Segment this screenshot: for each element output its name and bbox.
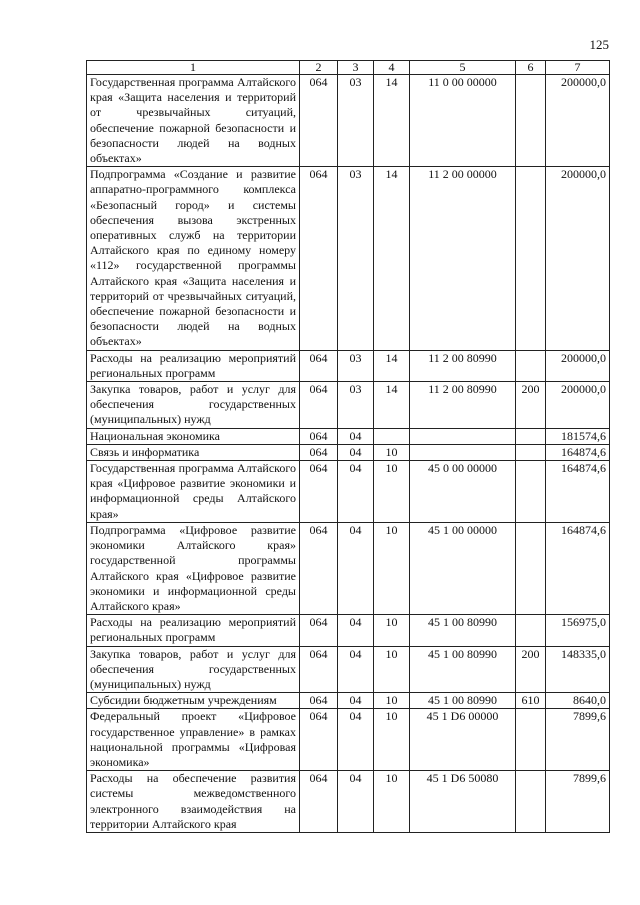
column-header: 5 [410, 61, 516, 75]
cell-subsection: 14 [374, 75, 410, 167]
cell-ministry-code: 064 [300, 693, 338, 709]
cell-subsection: 10 [374, 646, 410, 693]
cell-expense-type [516, 350, 546, 381]
cell-section: 04 [338, 693, 374, 709]
cell-expense-type [516, 522, 546, 614]
cell-target-article: 11 2 00 80990 [410, 350, 516, 381]
cell-amount: 200000,0 [546, 382, 610, 429]
cell-expense-type: 200 [516, 646, 546, 693]
cell-expense-type [516, 167, 546, 350]
row-name: Закупка товаров, работ и услуг для обеспечения государственных (муниципальных) нужд [87, 382, 300, 429]
cell-target-article: 45 1 00 80990 [410, 646, 516, 693]
row-name: Связь и информатика [87, 444, 300, 460]
cell-amount: 200000,0 [546, 75, 610, 167]
row-name: Подпрограмма «Создание и развитие аппаратно-программного комплекса «Безопасный город» и системы обеспечения вызова экстренных оперативных служб на территории Алтайского края по единому номеру «112» государственной программы Алтайского края «Защита населения и территорий от чрезвычайных ситуаций, обеспечение пожарной безопасности и безопасности людей на водных объектах» [87, 167, 300, 350]
cell-subsection: 10 [374, 771, 410, 833]
cell-amount: 7899,6 [546, 771, 610, 833]
cell-target-article: 45 1 D6 50080 [410, 771, 516, 833]
cell-section: 03 [338, 350, 374, 381]
table-row [87, 350, 610, 381]
table-row [87, 522, 610, 614]
cell-expense-type: 610 [516, 693, 546, 709]
row-name: Национальная экономика [87, 428, 300, 444]
cell-section: 04 [338, 444, 374, 460]
cell-amount: 164874,6 [546, 522, 610, 614]
cell-amount: 156975,0 [546, 615, 610, 646]
header-row [87, 61, 610, 75]
row-name: Государственная программа Алтайского края «Защита населения и территорий от чрезвычайных ситуаций, обеспечение пожарной безопасности и безопасности людей на водных объектах» [87, 75, 300, 167]
cell-subsection: 10 [374, 444, 410, 460]
cell-ministry-code: 064 [300, 461, 338, 523]
cell-target-article: 45 1 00 80990 [410, 693, 516, 709]
cell-subsection: 10 [374, 522, 410, 614]
cell-subsection: 10 [374, 615, 410, 646]
cell-section: 04 [338, 646, 374, 693]
page-number: 125 [589, 37, 609, 52]
column-header: 4 [374, 61, 410, 75]
table-row [87, 382, 610, 429]
cell-expense-type [516, 75, 546, 167]
cell-expense-type [516, 771, 546, 833]
row-name: Расходы на реализацию мероприятий региональных программ [87, 350, 300, 381]
cell-subsection: 10 [374, 461, 410, 523]
cell-expense-type [516, 428, 546, 444]
cell-section: 04 [338, 428, 374, 444]
cell-amount: 200000,0 [546, 167, 610, 350]
row-name: Расходы на реализацию мероприятий региональных программ [87, 615, 300, 646]
cell-section: 04 [338, 709, 374, 771]
table-row [87, 646, 610, 693]
cell-section: 03 [338, 167, 374, 350]
cell-expense-type: 200 [516, 382, 546, 429]
budget-table [86, 60, 610, 833]
cell-amount: 7899,6 [546, 709, 610, 771]
cell-ministry-code: 064 [300, 771, 338, 833]
row-name: Федеральный проект «Цифровое государственное управление» в рамках национальной программы «Цифровая экономика» [87, 709, 300, 771]
table-row [87, 693, 610, 709]
cell-target-article [410, 428, 516, 444]
cell-section: 03 [338, 382, 374, 429]
cell-expense-type [516, 461, 546, 523]
cell-expense-type [516, 709, 546, 771]
column-header: 2 [300, 61, 338, 75]
cell-amount: 200000,0 [546, 350, 610, 381]
cell-expense-type [516, 615, 546, 646]
cell-section: 04 [338, 461, 374, 523]
cell-section: 04 [338, 615, 374, 646]
cell-target-article: 11 2 00 80990 [410, 382, 516, 429]
cell-subsection [374, 428, 410, 444]
table-row [87, 615, 610, 646]
cell-target-article [410, 444, 516, 460]
table-row [87, 444, 610, 460]
row-name: Расходы на обеспечение развития системы межведомственного электронного взаимодействия на территории Алтайского края [87, 771, 300, 833]
cell-target-article: 11 0 00 00000 [410, 75, 516, 167]
row-name: Подпрограмма «Цифровое развитие экономики Алтайского края» государственной программы Алтайского края «Цифровое развитие экономики и информационной среды Алтайского края» [87, 522, 300, 614]
cell-ministry-code: 064 [300, 167, 338, 350]
cell-ministry-code: 064 [300, 428, 338, 444]
cell-subsection: 10 [374, 693, 410, 709]
cell-subsection: 10 [374, 709, 410, 771]
row-name: Субсидии бюджетным учреждениям [87, 693, 300, 709]
row-name: Государственная программа Алтайского края «Цифровое развитие экономики и информационной среды Алтайского края» [87, 461, 300, 523]
cell-ministry-code: 064 [300, 709, 338, 771]
cell-ministry-code: 064 [300, 646, 338, 693]
cell-ministry-code: 064 [300, 615, 338, 646]
cell-section: 04 [338, 771, 374, 833]
table-row [87, 75, 610, 167]
row-name: Закупка товаров, работ и услуг для обеспечения государственных (муниципальных) нужд [87, 646, 300, 693]
cell-target-article: 11 2 00 00000 [410, 167, 516, 350]
cell-target-article: 45 1 D6 00000 [410, 709, 516, 771]
table-row [87, 428, 610, 444]
cell-amount: 164874,6 [546, 461, 610, 523]
table-row [87, 461, 610, 523]
cell-ministry-code: 064 [300, 522, 338, 614]
cell-subsection: 14 [374, 167, 410, 350]
cell-ministry-code: 064 [300, 444, 338, 460]
cell-amount: 8640,0 [546, 693, 610, 709]
column-header: 3 [338, 61, 374, 75]
column-header: 1 [87, 61, 300, 75]
column-header: 7 [546, 61, 610, 75]
cell-section: 04 [338, 522, 374, 614]
column-header: 6 [516, 61, 546, 75]
table-row [87, 167, 610, 350]
cell-amount: 181574,6 [546, 428, 610, 444]
cell-ministry-code: 064 [300, 75, 338, 167]
cell-target-article: 45 1 00 80990 [410, 615, 516, 646]
table-row [87, 771, 610, 833]
cell-section: 03 [338, 75, 374, 167]
cell-ministry-code: 064 [300, 382, 338, 429]
cell-amount: 148335,0 [546, 646, 610, 693]
cell-subsection: 14 [374, 350, 410, 381]
cell-target-article: 45 0 00 00000 [410, 461, 516, 523]
cell-ministry-code: 064 [300, 350, 338, 381]
cell-subsection: 14 [374, 382, 410, 429]
cell-target-article: 45 1 00 00000 [410, 522, 516, 614]
table-row [87, 709, 610, 771]
cell-expense-type [516, 444, 546, 460]
cell-amount: 164874,6 [546, 444, 610, 460]
